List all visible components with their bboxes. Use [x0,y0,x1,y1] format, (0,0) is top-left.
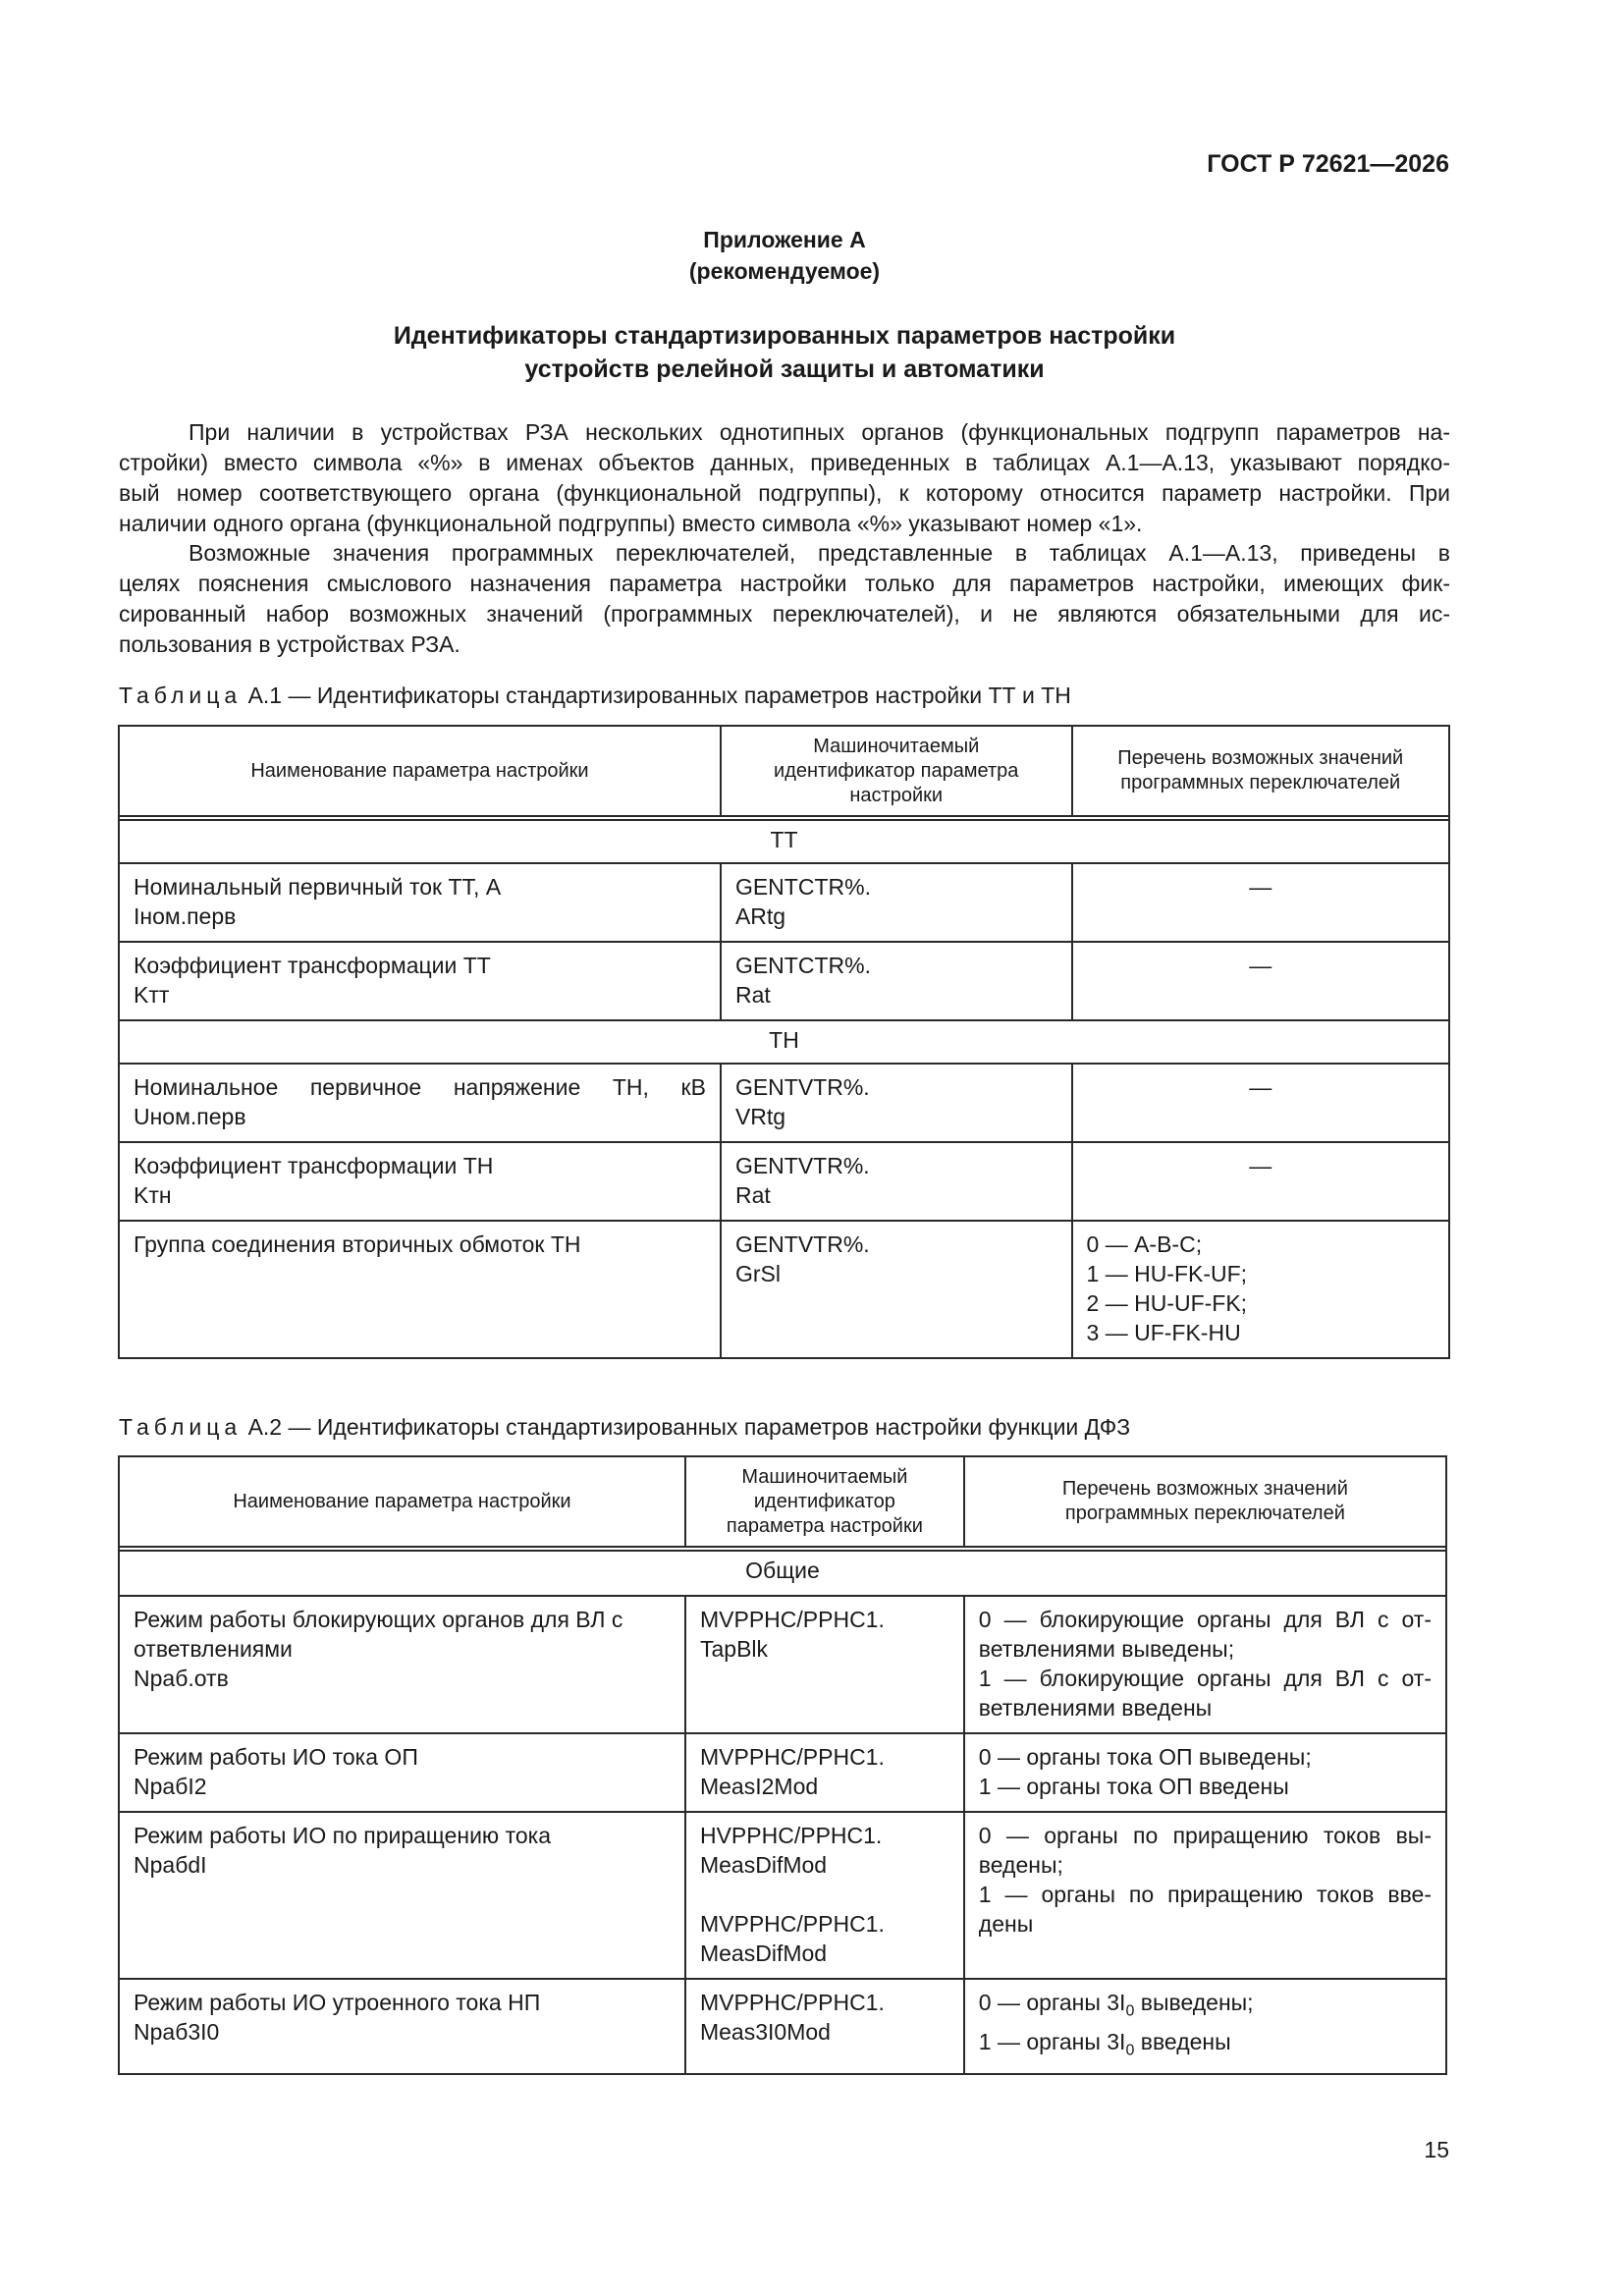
header-line: Машиночитаемый [813,735,980,757]
cell-line: GENTCTR%. [734,953,871,978]
table-row [119,1064,1449,1142]
group-row [119,820,1449,863]
cell-line: дены [978,1911,1034,1937]
cell-line: MVPPHC/PPHC1. [699,1990,885,2015]
group-row [119,1551,1446,1596]
cell-line: TapBlk [699,1636,769,1662]
cell-line: Номинальный первичный ток ТТ, А [134,874,502,900]
cell-line: 0 — А-В-С; [1086,1231,1203,1257]
header-values [964,1456,1446,1547]
cell-line: 1 — блокирующие органы для ВЛ с от- [978,1666,1432,1691]
param-values: — [1072,942,1449,1020]
table-a1-caption [119,683,1071,709]
cell-line: HVPPHC/PPHC1. [699,1823,883,1848]
header-line: параметра настройки [726,1514,923,1537]
paragraph-line: наличии одного органа (функциональной подгруппы) вместо символа «%» указывают номер «1». [119,511,1143,536]
header-line: настройки [849,784,944,806]
table-row [119,942,1449,1020]
cell-line: Номинальное первичное напряжение ТН, кВ [134,1074,706,1100]
param-name [119,1733,685,1812]
cell-line: MeasDifMod [699,1852,828,1878]
cell-line: MeasI2Mod [699,1774,819,1799]
cell-line: 0 — органы по приращению токов вы- [978,1823,1432,1848]
param-name [119,863,721,942]
cell-line [979,2027,1432,2066]
param-id [721,942,1072,1020]
cell-line: MeasDifMod [699,1941,828,1966]
table-caption-prefix: Таблица [119,683,243,708]
text-fragment: введены [1134,2028,1231,2054]
cell-line: Режим работы блокирующих органов для ВЛ с [134,1607,623,1632]
param-id [685,1596,964,1733]
cell-spacer [700,1880,949,1909]
header-name: Наименование параметра настройки [119,726,721,816]
param-name [119,1142,721,1221]
paragraph-1 [119,417,1450,539]
cell-line: ветвлениями введены [978,1695,1213,1721]
param-id [721,1221,1072,1358]
param-values: — [1072,1142,1449,1221]
cell-line: 0 — блокирующие органы для ВЛ с от- [978,1607,1432,1632]
param-id [685,1979,964,2074]
subscript: 0 [1125,2042,1135,2059]
text-fragment: 0 — органы 3I [978,1990,1126,2015]
cell-line: Nраб.отв [134,1666,229,1691]
header-id [685,1456,964,1547]
table-row [119,1221,1449,1358]
cell-line: ARtg [734,903,786,929]
cell-line: Kтн [134,1182,172,1208]
cell-line: Iном.перв [134,903,237,929]
cell-line: 1 — органы тока ОП введены [978,1774,1289,1799]
param-values [964,1812,1446,1979]
text-fragment: выведены; [1134,1990,1254,2015]
table-caption-prefix: Таблица [119,1414,243,1440]
table-row [119,1142,1449,1221]
table-caption-text: А.1 — Идентификаторы стандартизированных параметров настройки ТТ и ТН [242,683,1071,708]
appendix-heading-line2: устройств релейной защиты и автоматики [524,355,1045,383]
table-a1 [118,725,1450,1359]
cell-line [979,1988,1432,2027]
cell-line: 1 — HU-FK-UF; [1086,1261,1248,1286]
param-name [119,1221,721,1358]
cell-line: GrSl [734,1261,781,1286]
param-values: — [1072,863,1449,942]
paragraph-line: целях пояснения смыслового назначения параметра настройки только для параметров настройки, имеющих фик- [119,571,1450,596]
table-header-row [119,1456,1446,1547]
paragraph-line: сированный набор возможных значений (программных переключателей), и не являются обязательными для ис- [119,601,1450,627]
paragraph-line: стройки) вместо символа «%» в именах объектов данных, приведенных в таблицах А.1—А.13, указывают порядко- [119,450,1450,475]
table-row [119,1733,1446,1812]
header-line: идентификатор [753,1490,895,1512]
cell-line: Rat [734,1182,771,1208]
cell-line: Коэффициент трансформации ТН [134,1153,494,1178]
param-id [685,1812,964,1979]
param-values: — [1072,1064,1449,1142]
cell-line: GENTVTR%. [734,1074,870,1100]
standard-code: ГОСТ Р 72621—2026 [1207,150,1449,178]
paragraph-line: Возможные значения программных переключателей, представленные в таблицах А.1—А.13, приведены в [189,540,1450,566]
param-id [721,863,1072,942]
paragraph-2 [119,538,1450,660]
cell-line: Uном.перв [134,1104,246,1129]
cell-line: MVPPHC/PPHC1. [699,1744,885,1770]
header-line: программных переключателей [1064,1503,1345,1524]
cell-line: ветвлениями выведены; [978,1636,1235,1662]
header-line: Перечень возможных значений [1061,1478,1348,1500]
cell-line: MVPPHC/PPHC1. [699,1607,885,1632]
appendix-heading [0,319,1569,386]
param-values [1072,1221,1449,1358]
header-line: программных переключателей [1120,772,1401,793]
cell-line: ответвлениями [134,1636,293,1662]
header-values [1072,726,1449,816]
header-name: Наименование параметра настройки [119,1456,685,1547]
param-name [119,1979,685,2074]
paragraph-line: вый номер соответствующего органа (функциональной подгруппы), к которому относится параметр настройки. При [119,480,1450,506]
table-caption-text: А.2 — Идентификаторы стандартизированных параметров настройки функции ДФЗ [242,1414,1131,1440]
param-name [119,1596,685,1733]
param-id [721,1064,1072,1142]
header-id [721,726,1072,816]
cell-line: Kтт [134,982,170,1008]
paragraph-line: пользования в устройствах РЗА. [119,631,460,657]
cell-line: NрабdI [134,1852,207,1878]
table-row [119,1596,1446,1733]
header-line: идентификатор параметра [774,759,1019,782]
page-number: 15 [1424,2137,1449,2162]
group-row [119,1020,1449,1064]
cell-line: Режим работы ИО по приращению тока [134,1823,551,1848]
header-line: Перечень возможных значений [1117,747,1404,769]
cell-line: Режим работы ИО тока ОП [134,1744,418,1770]
table-a2-caption [119,1414,1130,1441]
group-label-general: Общие [119,1551,1446,1596]
cell-line: 2 — HU-UF-FK; [1086,1290,1248,1316]
appendix-status: (рекомендуемое) [688,258,881,284]
group-label-tn: ТН [119,1020,1449,1064]
cell-line: Nраб3I0 [134,2019,220,2045]
param-name [119,942,721,1020]
param-values [964,1596,1446,1733]
param-name [119,1812,685,1979]
cell-line: Коэффициент трансформации ТТ [134,953,491,978]
cell-line: MVPPHC/PPHC1. [699,1911,885,1937]
table-a2 [118,1455,1447,2075]
cell-line: NрабI2 [134,1774,207,1799]
header-line: Машиночитаемый [741,1465,908,1488]
param-values [964,1979,1446,2074]
param-id [685,1733,964,1812]
param-id [721,1142,1072,1221]
cell-line: 3 — UF-FK-HU [1086,1320,1241,1345]
group-label-tt: ТТ [119,820,1449,863]
appendix-title: Приложение А [703,227,866,252]
cell-line: Meas3I0Mod [699,2019,831,2045]
text-fragment: 1 — органы 3I [978,2028,1126,2054]
cell-line: GENTVTR%. [734,1153,870,1178]
cell-line: Режим работы ИО утроенного тока НП [134,1990,541,2015]
cell-line: VRtg [734,1104,786,1129]
appendix-heading-line1: Идентификаторы стандартизированных параметров настройки [393,322,1176,350]
cell-line: ведены; [978,1852,1063,1878]
cell-line: 1 — органы по приращению токов вве- [978,1882,1432,1907]
cell-line: Группа соединения вторичных обмоток ТН [134,1231,581,1257]
param-name [119,1064,721,1142]
table-row [119,1812,1446,1979]
table-row [119,1979,1446,2074]
cell-line: GENTVTR%. [734,1231,870,1257]
param-values [964,1733,1446,1812]
cell-line: GENTCTR%. [734,874,871,900]
subscript: 0 [1125,2002,1135,2020]
cell-line: Rat [734,982,771,1008]
table-header-row [119,726,1449,816]
cell-line: 0 — органы тока ОП выведены; [978,1744,1312,1770]
paragraph-line: При наличии в устройствах РЗА нескольких однотипных органов (функциональных подгрупп параметров на- [189,419,1450,445]
table-row [119,863,1449,942]
